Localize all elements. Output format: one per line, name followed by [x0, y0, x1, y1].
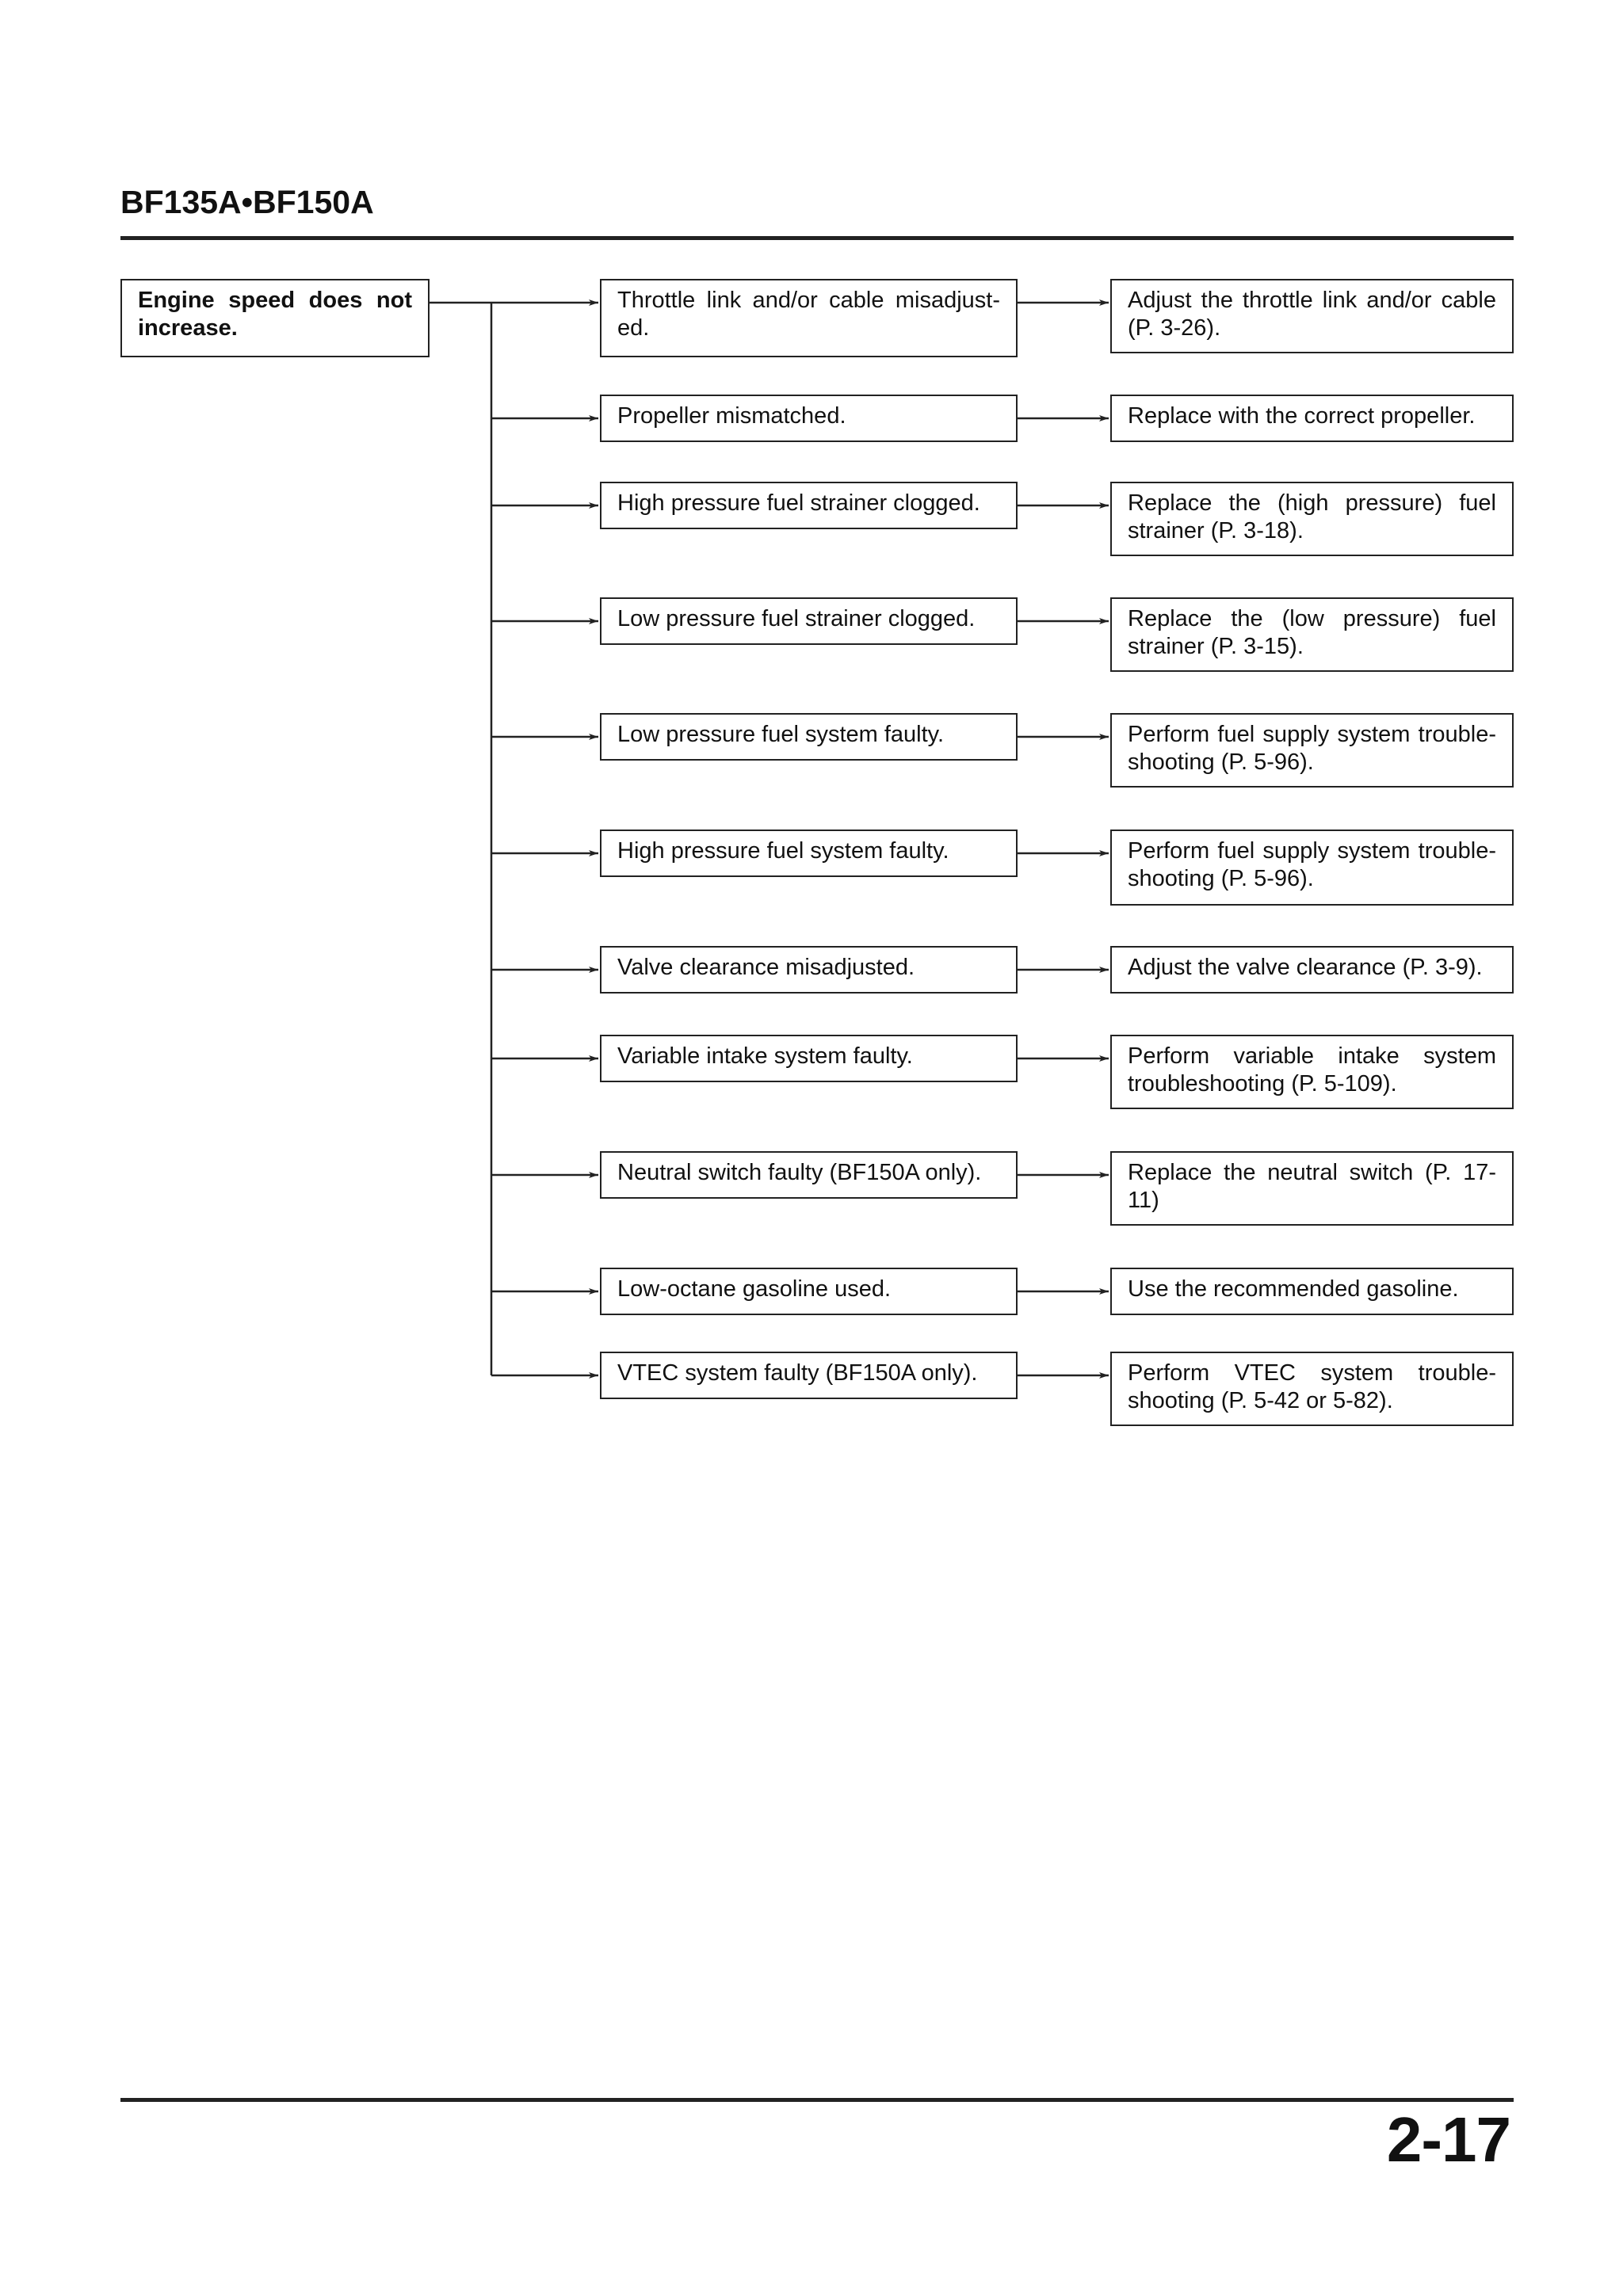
- remedy-box: Replace the (high pressure) fuel strainer (P. 3-18).: [1110, 482, 1514, 556]
- remedy-box: Replace with the correct propeller.: [1110, 395, 1514, 442]
- cause-box: Low pressure fuel strainer clogged.: [600, 597, 1018, 645]
- remedy-box: Adjust the throttle link and/or cable (P. 3-26).: [1110, 279, 1514, 353]
- cause-box: High pressure fuel system faulty.: [600, 830, 1018, 877]
- cause-box: Variable intake system faulty.: [600, 1035, 1018, 1082]
- footer-rule: [120, 2098, 1514, 2102]
- page-header-title: BF135A•BF150A: [120, 184, 374, 220]
- cause-box: Neutral switch faulty (BF150A only).: [600, 1151, 1018, 1199]
- remedy-box: Use the recommended gasoline.: [1110, 1268, 1514, 1315]
- remedy-box: Replace the (low pressure) fuel strainer (P. 3-15).: [1110, 597, 1514, 672]
- cause-box: Low-octane gasoline used.: [600, 1268, 1018, 1315]
- page-number: 2-17: [1386, 2104, 1510, 2175]
- cause-box: High pressure fuel strainer clogged.: [600, 482, 1018, 529]
- symptom-box: Engine speed does not increase.: [120, 279, 430, 357]
- remedy-box: Replace the neutral switch (P. 17-11): [1110, 1151, 1514, 1226]
- remedy-box: Perform VTEC system trouble-shooting (P. 5-42 or 5-82).: [1110, 1352, 1514, 1426]
- cause-box: Throttle link and/or cable misadjust-ed.: [600, 279, 1018, 357]
- remedy-box: Perform variable intake system troubleshooting (P. 5-109).: [1110, 1035, 1514, 1109]
- remedy-box: Perform fuel supply system trouble-shooting (P. 5-96).: [1110, 830, 1514, 906]
- cause-box: Low pressure fuel system faulty.: [600, 713, 1018, 761]
- cause-box: Valve clearance misadjusted.: [600, 946, 1018, 994]
- remedy-box: Perform fuel supply system trouble-shooting (P. 5-96).: [1110, 713, 1514, 788]
- cause-box: Propeller mismatched.: [600, 395, 1018, 442]
- cause-box: VTEC system faulty (BF150A only).: [600, 1352, 1018, 1399]
- remedy-box: Adjust the valve clearance (P. 3-9).: [1110, 946, 1514, 994]
